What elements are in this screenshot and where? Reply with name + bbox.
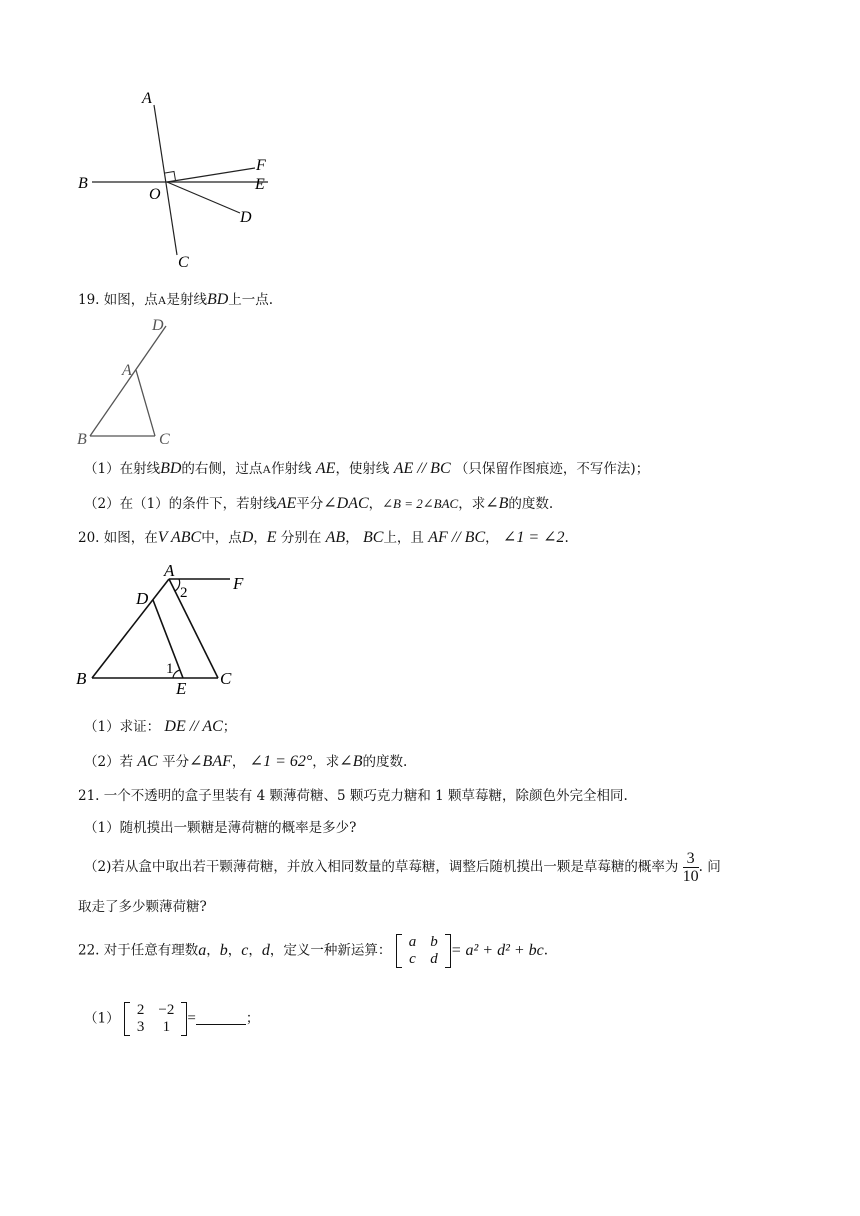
q22-p1-equals: = xyxy=(187,1010,196,1027)
probability-fraction xyxy=(683,850,699,885)
label-a: A xyxy=(142,90,152,107)
matrix-cell: 3 xyxy=(136,1019,145,1035)
q22-d: d xyxy=(261,942,270,959)
q21-part2-cont xyxy=(78,901,207,915)
label-d: D xyxy=(136,589,149,608)
answer-blank[interactable] xyxy=(196,1014,246,1025)
q22-b: b xyxy=(219,942,228,959)
fraction-numerator: 3 xyxy=(683,850,699,868)
q19-stem-a: 如图，点 xyxy=(103,292,158,308)
q22-stem-b: 定义一种新运算： xyxy=(283,942,392,959)
label-o: O xyxy=(149,186,161,203)
q21-stem xyxy=(78,790,628,804)
q20-d: D xyxy=(241,529,254,546)
numeric-matrix xyxy=(124,1002,187,1036)
q19-part2 xyxy=(84,496,553,512)
label-a: A xyxy=(122,362,132,379)
q19-p2-b-angle: ∠B xyxy=(485,495,509,512)
q22-a: a xyxy=(198,942,207,959)
q20-p2-d: ，求 xyxy=(312,754,340,770)
q20-p1-math: DE // AC xyxy=(164,718,223,735)
q19-p2-e: 的度数. xyxy=(508,496,554,512)
q19-p1-a: （1）在射线 xyxy=(84,461,161,477)
q19-p2-c: ， xyxy=(368,496,383,512)
q19-p1-parallel: AE // BC xyxy=(393,460,451,477)
q20-p2-c: ， xyxy=(231,754,246,770)
q22-end: . xyxy=(543,942,549,959)
label-e: E xyxy=(176,679,187,698)
q22-p1-a: （1） xyxy=(84,1010,120,1027)
right-angle-mark xyxy=(165,172,176,181)
q22-sep1: ， xyxy=(206,942,220,959)
q20-p2-angle: ∠BAF xyxy=(189,753,232,770)
label-d: D xyxy=(152,317,164,334)
figure-angles-o xyxy=(70,85,290,275)
label-c: C xyxy=(220,669,232,688)
q20-stem-c: 分别在 xyxy=(280,530,322,546)
q19-p1-b: 的右侧，过点 xyxy=(181,461,263,477)
q22-stem xyxy=(78,934,548,968)
label-c: C xyxy=(159,431,170,448)
q20-p2-e: 的度数. xyxy=(362,754,408,770)
label-b: B xyxy=(76,669,87,688)
segment-ab xyxy=(92,579,169,678)
matrix-cell: b xyxy=(430,934,438,950)
matrix-right-bracket xyxy=(181,1002,187,1036)
q20-stem-d: 上，且 xyxy=(383,530,424,546)
figure-q20 xyxy=(72,558,272,700)
q21-part1 xyxy=(84,822,356,836)
segment-ac xyxy=(169,579,218,678)
q20-p2-value: ∠1 = 62° xyxy=(249,753,313,770)
q19-p2-a: （2）在（1）的条件下，若射线 xyxy=(84,496,277,512)
label-b: B xyxy=(78,175,88,192)
q20-end: . xyxy=(564,530,569,546)
angle-1-arc xyxy=(173,670,180,678)
q20-comma2: ， xyxy=(345,530,359,546)
matrix-left-bracket xyxy=(396,934,402,968)
q20-p2-b: 平分 xyxy=(162,754,190,770)
q19-stem-b: 是射线 xyxy=(166,292,207,308)
matrix-cell: d xyxy=(430,951,438,967)
segment-ac xyxy=(136,370,155,436)
q21-p2-a: （2)若从盒中取出若干颗薄荷糖，并放入相同数量的草莓糖，调整后随机摸出一颗是草莓糖的概率为 xyxy=(84,859,679,875)
q20-comma1: ， xyxy=(253,530,267,546)
q22-sep2: ， xyxy=(227,942,242,959)
q20-part2 xyxy=(84,754,407,770)
q19-point: A xyxy=(157,293,167,307)
q21-p2-c: 取走了多少颗薄荷糖? xyxy=(78,899,207,915)
label-a: A xyxy=(164,561,175,580)
q22-sep4: ， xyxy=(269,942,284,959)
matrix-cell: −2 xyxy=(158,1002,175,1018)
q22-c: c xyxy=(241,942,249,959)
q22-stem-a: 对于任意有理数 xyxy=(103,942,199,959)
label-e: E xyxy=(255,176,265,193)
q19-p1-ae: AE xyxy=(315,460,336,477)
q20-p1-b: ； xyxy=(222,719,237,735)
q19-part1 xyxy=(84,461,649,477)
label-f: F xyxy=(256,157,266,174)
q21-p2-b: . 问 xyxy=(698,859,721,875)
ray-of xyxy=(167,168,255,182)
q20-triangle: V ABC xyxy=(157,529,202,546)
label-1: 1 xyxy=(166,661,174,677)
q19-stem-c: 上一点. xyxy=(228,292,274,308)
angle-2-arc xyxy=(175,579,180,591)
q19-p1-c: 作射线 xyxy=(271,461,312,477)
matrix-left-bracket xyxy=(124,1002,130,1036)
q22-definition: = a² + d² + bc xyxy=(450,942,544,959)
fraction-denominator: 10 xyxy=(682,868,699,885)
q20-e: E xyxy=(266,529,277,546)
q21-p1: （1）随机摸出一颗糖是薄荷糖的概率是多少? xyxy=(84,820,357,836)
ray-od xyxy=(167,182,240,213)
q21-number: 21. xyxy=(78,788,100,804)
q19-p1-e: （只保留作图痕迹，不写作法)； xyxy=(454,461,650,477)
q19-p1-d: ，使射线 xyxy=(335,461,390,477)
label-f: F xyxy=(233,574,244,593)
ray-bd xyxy=(90,326,166,436)
q22-part1 xyxy=(84,1002,259,1036)
definition-matrix xyxy=(396,934,451,968)
q19-p2-angle: ∠DAC xyxy=(323,495,369,512)
label-b: B xyxy=(77,431,87,448)
line-ac xyxy=(154,105,177,255)
q20-stem-a: 如图，在 xyxy=(103,530,158,546)
q19-p1-ray: BD xyxy=(160,460,182,477)
q20-ab: AB xyxy=(325,529,346,546)
q20-comma3: ， xyxy=(485,530,499,546)
label-c: C xyxy=(178,254,189,271)
matrix-cell: 1 xyxy=(162,1019,171,1035)
matrix-cell: 2 xyxy=(136,1002,145,1018)
q20-number: 20. xyxy=(78,530,100,546)
label-d: D xyxy=(240,209,252,226)
q20-stem xyxy=(78,530,569,546)
q22-number: 22. xyxy=(78,942,100,959)
q20-p2-a: （2）若 xyxy=(84,754,134,770)
q22-sep3: ， xyxy=(248,942,262,959)
q21-stem-text: 一个不透明的盒子里装有 4 颗薄荷糖、5 颗巧克力糖和 1 颗草莓糖，除颜色外完全相同. xyxy=(103,788,628,804)
q20-equal-angles: ∠1 = ∠2 xyxy=(502,529,565,546)
q21-part2 xyxy=(84,850,721,885)
q19-number: 19. xyxy=(78,292,100,308)
label-2: 2 xyxy=(180,585,188,601)
q20-parallel: AF // BC xyxy=(428,529,486,546)
q20-bc: BC xyxy=(362,529,384,546)
q22-p1-end: ； xyxy=(245,1010,260,1027)
figure-q19 xyxy=(72,312,192,452)
q19-p2-d: ，求 xyxy=(458,496,486,512)
q20-p1-a: （1）求证： xyxy=(84,719,161,735)
matrix-cell: c xyxy=(409,951,416,967)
q20-p2-ac: AC xyxy=(137,753,158,770)
q19-stem xyxy=(78,292,273,308)
q19-p2-ae: AE xyxy=(276,495,297,512)
q19-p2-b: 平分 xyxy=(296,496,324,512)
q19-ray: BD xyxy=(206,291,229,308)
q19-p2-relation: ∠B = 2∠BAC xyxy=(382,496,459,511)
matrix-cell: a xyxy=(408,934,417,950)
q20-p2-b-angle: ∠B xyxy=(339,753,363,770)
matrix-right-bracket xyxy=(445,934,451,968)
q20-part1 xyxy=(84,719,236,735)
q20-stem-b: 中，点 xyxy=(201,530,242,546)
q19-p1-pt: A xyxy=(262,462,272,476)
